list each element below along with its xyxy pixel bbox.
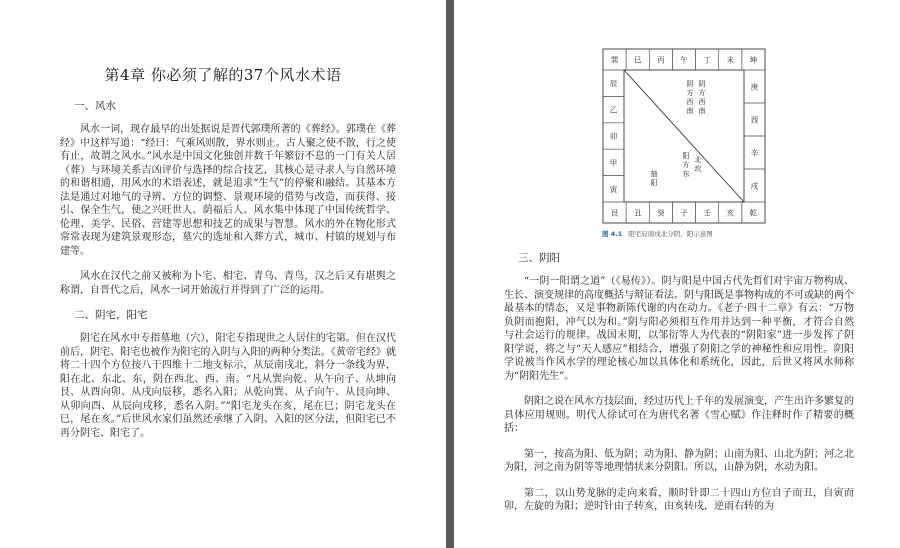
direction-cell-top: 未 <box>726 55 735 65</box>
inner-label-lower-right: 阳 <box>682 152 690 160</box>
paragraph: 风水一词，现存最早的出处据说是晋代郭璞所著的《葬经》。郭璞在《葬经》中这样写道：“经曰：气乘风则散，界水则止。古人聚之使不散，行之使有止，故谓之风水。”风水是中国文化独创并数千年繁衍不息的一门有关人居（葬）与环境关系吉凶评价与选择的综合技艺，其核心是寻求人与自然环境的和谐相通，用风水的术语表述，就是追求“生气”的停聚和融结。其基本方法是通过对地气的寻辨、方位的调整、景观环境的借势与改造，而获得、接引、保全生气，使之兴旺世人、荫福后人。风水集中体现了中国传统哲学、伦理、美学、民俗、营建等思想和技艺的成果与智慧。风水的外在物化形式常常表现为建筑景观形态，墓穴的选址和入葬方式，城市、村镇的规划与布建等。 <box>60 124 396 257</box>
direction-cell-top: 坤 <box>749 55 758 65</box>
inner-label-lower-right: 坎 <box>694 165 702 173</box>
paragraph: 阴阳之说在风水方技层面，经过历代上千年的发展演变，产生出许多繁复的具体应用规则。明代人徐试可在为唐代名著《雪心赋》作注释时作了精要的概括： <box>504 396 854 434</box>
direction-cell-left: 寅 <box>609 184 618 194</box>
inner-label-upper-right: 阴 <box>698 80 706 88</box>
direction-cell-right: 酉 <box>750 115 759 125</box>
left-page-body <box>60 100 396 452</box>
direction-cell-top: 午 <box>680 55 688 65</box>
inner-label-lower-left: 抽 <box>650 170 658 178</box>
chapter-title: 第4章 你必须了解的37个风水术语 <box>104 66 342 84</box>
paragraph: 阴宅在风水中专指墓地（穴），阳宅专指现世之人居住的宅第。但在汉代前后，阴宅、阳宅也被作为阳宅的入阴与入阳的两种分类法。《黄帝宅经》就将二十四个方位按八干四维十二地支标示，从辰南戌北，斜分一条线为界，阳在北、东北、东，阴在西北、西、南。“凡从巽向乾、从午向子、从坤向艮、从酉向卯、从戌向辰移，悉名入阳；从乾向巽、从子向午、从艮向坤、从卯向酉、从辰向戌移，悉名入阴。”“阳宅龙头在亥，尾在巳；阴宅龙头在巳，尾在亥。”后世风水家们虽然还承继了入阴、入阳的区分法，但阳宅已不再分阴宅、阳宅了。 <box>60 333 396 439</box>
figure-4-1 <box>602 48 766 238</box>
direction-cell-right: 戌 <box>750 181 759 191</box>
page-gutter <box>446 0 454 548</box>
section-heading-yinzhai-yangzhai: 二、阴宅，阳宅 <box>74 309 148 321</box>
inner-label-upper-left: 南 <box>686 107 694 115</box>
direction-cell-bottom: 子 <box>680 208 688 218</box>
direction-cell-bottom: 癸 <box>657 208 665 218</box>
inner-label-lower-right: 东 <box>682 170 690 178</box>
inner-label-upper-left: 方 <box>686 89 694 97</box>
figure-caption <box>602 229 766 238</box>
section-heading-yinyang: 三、阴阳 <box>518 252 560 264</box>
paragraph: 第一，按高为阳、低为阴；动为阳、静为阴；山南为阳、山北为阴；河之北为阳，河之南为阴等等地理情状来分阴阳。所以，山静为阴，水动为阳。 <box>504 448 854 473</box>
direction-cell-top: 丁 <box>703 55 711 65</box>
direction-cell-bottom: 亥 <box>726 208 735 218</box>
inner-label-lower-right: 方 <box>682 161 690 169</box>
section-heading-fengshui: 一、风水 <box>74 100 116 112</box>
direction-cell-left: 辰 <box>609 79 618 89</box>
direction-cell-right: 庚 <box>750 82 759 92</box>
paragraph: 第二，以山势龙脉的走向来看，顺时针即二十四山方位自子而丑，自寅而卯，左旋的为阳；逆时针由子转亥，由亥转戌，逆雨右转的为 <box>504 487 854 512</box>
direction-cell-left: 卯 <box>609 132 618 141</box>
direction-cell-bottom: 壬 <box>703 208 711 218</box>
inner-label-upper-right: 方 <box>698 89 706 97</box>
direction-cell-top: 巳 <box>633 55 642 65</box>
inner-label-upper-right: 西 <box>698 98 706 106</box>
direction-cell-bottom: 乾 <box>749 208 758 218</box>
right-page <box>454 0 900 548</box>
right-page-body <box>504 252 854 526</box>
inner-label-upper-left: 阴 <box>686 80 694 88</box>
direction-cell-top: 丙 <box>657 55 665 65</box>
paragraph: 风水在汉代之前又被称为卜宅、相宅、青乌、青鸟，汉之后又有堪舆之称谓，自晋代之后，风水一词开始流行并得到了广泛的运用。 <box>60 271 396 296</box>
direction-cell-left: 乙 <box>609 105 618 115</box>
direction-cell-bottom: 丑 <box>633 208 642 218</box>
inner-label-upper-left: 西 <box>686 98 694 106</box>
direction-cell-bottom: 艮 <box>610 208 619 218</box>
inner-label-lower-right: 北 <box>694 156 702 164</box>
left-page <box>0 0 446 548</box>
inner-label-lower-left: 阳 <box>650 179 658 187</box>
direction-cell-left: 甲 <box>609 158 618 168</box>
paragraph: “一阴一阳谓之道”（《易传》）。阴与阳是中国古代先哲们对宇宙万物构成、生长、演变规律的高度概括与辩证看法。阴与阳既是事物构成的不可或缺的两个最基本的情态，又是事物新陈代谢的内在动力。《老子·四十二章》有云：“万物负阴而抱阳，冲气以为和。”阴与阳必须相互作用并达到一种平衡，才符合自然与社会运行的规律。战国末期，以邹衍等人为代表的“阴阳家”进一步发挥了阴阳学说，将之与“天人感应”相结合，增强了阴阳之学的神秘性和应用性。阴阳学说被当作风水学的理论核心加以具体化和系统化，因此，后世又将风水师称为“阴阳先生”。 <box>504 276 854 382</box>
figure-caption-text: 阳宅辰南戌北分阴、阳示意图 <box>628 230 713 238</box>
yin-yang-direction-diagram <box>602 48 766 224</box>
figure-caption-number: 图 4.1 <box>602 230 623 238</box>
direction-cell-right: 辛 <box>750 148 759 158</box>
inner-label-upper-right: 南 <box>698 107 706 115</box>
direction-cell-top: 巽 <box>610 55 619 65</box>
